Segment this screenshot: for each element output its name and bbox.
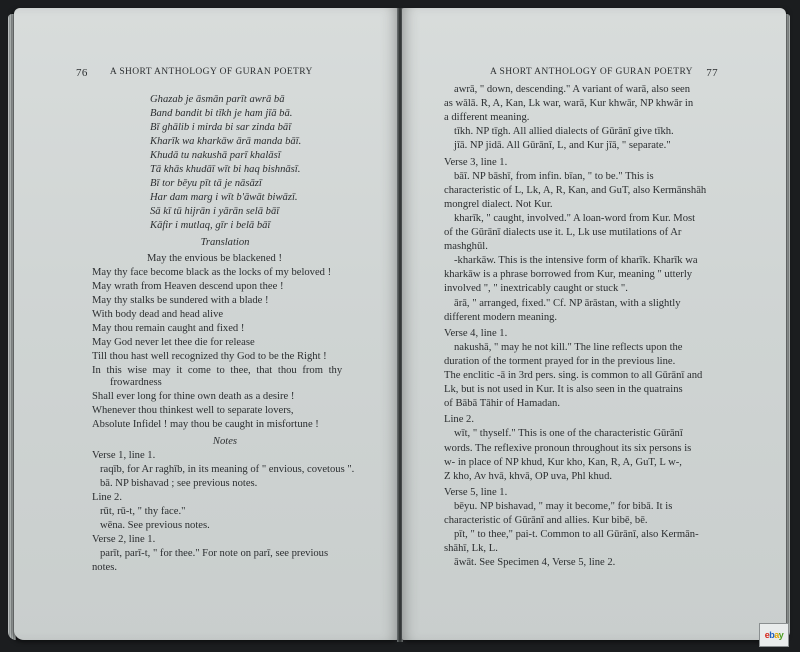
- right-page-line: kharkāw is a phrase borrowed from Kur, meaning " utterly: [444, 269, 693, 281]
- right-page-line: different modern meaning.: [444, 311, 558, 323]
- right-page-line: nakushā, " may he not kill." The line reflects upon the: [454, 341, 683, 353]
- right-page-line: Verse 5, line 1.: [444, 486, 508, 498]
- translation-line: Till thou hast well recognized thy God to be the Right !: [92, 351, 327, 362]
- translation-line: May wrath from Heaven descend upon thee !: [92, 281, 284, 292]
- translation-line: frowardness: [110, 377, 162, 388]
- note-line: Verse 2, line 1.: [92, 534, 156, 545]
- translation-line: May thy face become black as the locks of my beloved !: [92, 267, 332, 278]
- poem-line: Kāfir i mutlaq, gīr i belā bāī: [150, 220, 271, 231]
- right-page-line: of Bābā Tāhir of Hamadan.: [444, 398, 560, 410]
- note-line: raqīb, for Ar raghīb, in its meaning of " envious, covetous ".: [100, 464, 355, 475]
- right-page-number: 77: [706, 67, 718, 79]
- translation-line: In this wise may it come to thee, that thou from thy: [92, 365, 343, 376]
- right-page-line: as wālā. R, A, Kan, Lk war, warā, Kur khwār, NP khwār in: [444, 98, 694, 110]
- right-page-line: Verse 4, line 1.: [444, 327, 508, 339]
- right-page-line: Z kho, Av hvā, khvā, OP uva, Phl khud.: [444, 470, 613, 482]
- watermark-letter: e: [764, 630, 770, 640]
- left-page-header: [76, 67, 366, 79]
- right-page-line: characteristic of L, Lk, A, R, Kan, and GuT, also Kermānshāh: [444, 184, 707, 196]
- right-page-line: involved ", " inextricably caught or stuck ".: [444, 283, 628, 295]
- translation-heading: Translation: [200, 237, 250, 248]
- notes-heading: Notes: [212, 436, 238, 447]
- left-page-number: 76: [76, 67, 88, 79]
- right-page-line: Line 2.: [444, 414, 475, 426]
- right-page-line: ārā, " arranged, fixed." Cf. NP ārāstan, with a slightly: [454, 297, 681, 309]
- right-page-line: mongrel dialect. Not Kur.: [444, 198, 553, 210]
- right-page-line: -kharkāw. This is the intensive form of kharīk. Kharīk wa: [454, 255, 698, 267]
- right-page-line: words. The reflexive pronoun throughout its six persons is: [444, 442, 692, 454]
- right-page-line: characteristic of Gūrānī and allies. Kur bibē, bē.: [444, 515, 648, 526]
- right-page-line: āwāt. See Specimen 4, Verse 5, line 2.: [454, 557, 616, 569]
- right-page-line: shāhī, Lk, L.: [444, 543, 498, 555]
- note-line: rūt, rū-t, " thy face.": [100, 506, 186, 517]
- poem-line: Khudā tu nakushā parī khalāsī: [150, 150, 281, 161]
- poem-line: Kharīk wa kharkāw ārā manda bāī.: [150, 136, 302, 147]
- translation-line: May thy stalks be sundered with a blade !: [92, 295, 269, 306]
- right-page-line: awrā, " down, descending." A variant of warā, also seen: [454, 84, 691, 95]
- note-line: parīt, parī-t, " for thee." For note on parī, see previous: [100, 548, 329, 559]
- right-page-line: bēyu. NP bishavad, " may it become," for bibā. It is: [454, 500, 673, 512]
- right-page-header: [490, 67, 718, 79]
- note-line: wēna. See previous notes.: [100, 520, 210, 531]
- right-page-line: w- in place of NP khud, Kur kho, Kan, R, A, GuT, L w-,: [444, 456, 682, 468]
- poem-line: Sā kī tū hijrān i yārān selā bāī: [150, 206, 280, 217]
- watermark-letter: b: [769, 630, 775, 640]
- right-page-line: wīt, " thyself." This is one of the characteristic Gūrānī: [454, 428, 683, 440]
- translation-line: May thou remain caught and fixed !: [92, 323, 245, 334]
- left-running-head: A SHORT ANTHOLOGY OF GURAN POETRY: [109, 67, 313, 77]
- translation-line: Shall ever long for thine own death as a desire !: [92, 391, 295, 402]
- poem-line: Tā khās khudāī wīt bi haq bishnāsī.: [150, 164, 301, 175]
- note-line: bā. NP bishavad ; see previous notes.: [100, 478, 258, 489]
- right-page-line: of the Gūrānī dialects use it. L, Lk use mutilations of Ar: [444, 227, 682, 238]
- right-page-line: kharīk, " caught, involved." A loan-word from Kur. Most: [454, 212, 696, 224]
- ebay-watermark-logo: [759, 623, 789, 647]
- translation-line: May God never let thee die for release: [92, 337, 255, 348]
- poem-line: Bī ghālib i mirda bi sar zinda bāī: [150, 122, 292, 133]
- right-page-line: Verse 3, line 1.: [444, 156, 508, 168]
- right-page-line: bāī. NP bāshī, from infin. bīan, " to be." This is: [454, 170, 654, 182]
- watermark-letter: a: [774, 630, 779, 640]
- poem-line: Har dam marg i wīt b'āwāt biwāzī.: [150, 192, 298, 203]
- right-page-line: pīt, " to thee," pai-t. Common to all Gūrānī, also Kermān-: [454, 529, 699, 541]
- note-line: Verse 1, line 1.: [92, 450, 156, 461]
- right-page-line: The enclitic -ā in 3rd pers. sing. is common to all Gūrānī and: [444, 370, 703, 381]
- translation-line: Absolute Infidel ! may thou be caught in misfortune !: [92, 419, 319, 430]
- translation-line: Whenever thou thinkest well to separate lovers,: [92, 405, 294, 416]
- note-line: notes.: [92, 562, 118, 573]
- right-page-line: tīkh. NP tīgh. All allied dialects of Gūrānī give tīkh.: [454, 126, 674, 138]
- translation-line: With body dead and head alive: [92, 309, 224, 320]
- poem-line: Band bandit bi tīkh je ham jīā bā.: [150, 108, 293, 119]
- right-page-line: jīā. NP jidā. All Gūrānī, L, and Kur jīā, " separate.": [454, 140, 671, 152]
- right-page-line: a different meaning.: [444, 112, 530, 124]
- poem-line: Ghazab je āsmān parīt awrā bā: [150, 94, 285, 105]
- note-line: Line 2.: [92, 492, 123, 503]
- right-page-line: Lk, but is not used in Kur. It is also seen in the quatrains: [444, 384, 683, 396]
- right-page-line: mashghūl.: [444, 241, 488, 253]
- right-running-head: A SHORT ANTHOLOGY OF GURAN POETRY: [490, 67, 693, 77]
- right-page-line: duration of the torment prayed for in the previous line.: [444, 355, 676, 367]
- watermark-letter: y: [778, 630, 784, 640]
- poem-line: Bī tor bēyu pīt tā je nāsāzī: [150, 178, 262, 189]
- translation-line: May the envious be blackened !: [147, 253, 283, 264]
